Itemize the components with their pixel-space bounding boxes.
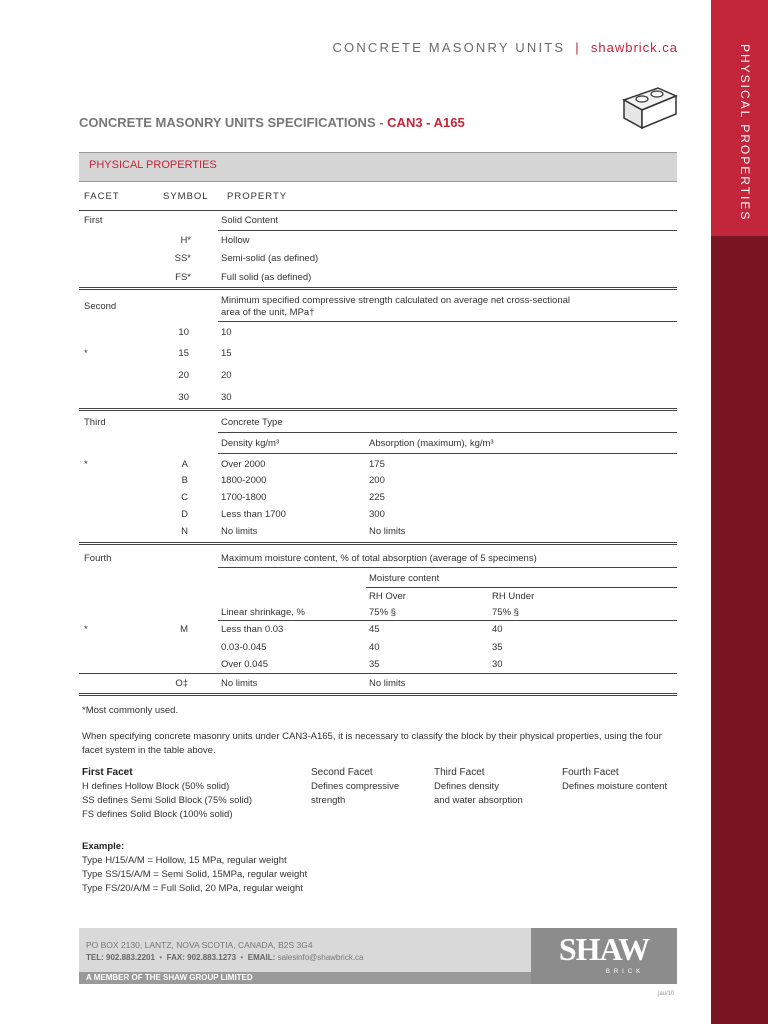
common-marker: * bbox=[84, 348, 88, 359]
table-cell: Hollow bbox=[221, 235, 250, 246]
table-cell: 45 bbox=[369, 624, 380, 635]
third-facet-description: Third Facet Defines density and water absorption bbox=[434, 767, 523, 806]
footnote-common: *Most commonly used. bbox=[82, 705, 179, 716]
table-cell-symbol: O‡ bbox=[175, 678, 188, 689]
facet-third: Third bbox=[84, 417, 106, 428]
table-cell: Full solid (as defined) bbox=[221, 272, 312, 283]
header-site-link[interactable]: shawbrick.ca bbox=[590, 40, 678, 55]
divider bbox=[218, 230, 677, 231]
table-cell-symbol: C bbox=[181, 492, 188, 503]
shaw-logo-subtitle: BRICK bbox=[605, 969, 645, 975]
title-code: CAN3 - A165 bbox=[387, 115, 465, 130]
second-facet-description: Second Facet Defines compressive strength bbox=[311, 767, 400, 806]
shaw-logo: SHAW bbox=[558, 931, 650, 967]
table-cell: 225 bbox=[369, 492, 385, 503]
column-header-absorption: Absorption (maximum), kg/m³ bbox=[369, 438, 494, 449]
table-cell: Over 2000 bbox=[221, 459, 266, 470]
divider bbox=[79, 287, 677, 290]
table-cell: Less than 0.03 bbox=[221, 624, 284, 635]
table-cell-symbol: D bbox=[181, 509, 188, 520]
sidebar-dark bbox=[711, 236, 768, 1024]
table-cell-symbol: A bbox=[181, 459, 188, 470]
table-cell: 40 bbox=[492, 624, 503, 635]
divider bbox=[79, 210, 677, 211]
divider bbox=[218, 432, 677, 433]
example-block: Example: Type H/15/A/M = Hollow, 15 MPa, regular weight Type SS/15/A/M = Semi Solid, 15MPa, regular weight Type FS/20/A/M = Full Solid, 20 MPa, regular weight bbox=[82, 841, 308, 894]
divider bbox=[218, 620, 677, 621]
table-cell: 35 bbox=[492, 642, 503, 653]
second-heading-2: area of the unit, MPa† bbox=[221, 307, 315, 318]
table-cell: No limits bbox=[221, 526, 258, 537]
table-cell: 1700-1800 bbox=[221, 492, 267, 503]
divider bbox=[79, 542, 677, 545]
header-separator: | bbox=[575, 40, 581, 55]
common-marker: * bbox=[84, 624, 88, 635]
fourth-heading: Maximum moisture content, % of total absorption (average of 5 specimens) bbox=[221, 553, 537, 564]
column-header-facet: FACET bbox=[84, 191, 120, 202]
column-header-rh-under: RH Under bbox=[492, 591, 535, 602]
table-cell-symbol: SS* bbox=[174, 253, 191, 264]
column-header-rh-over: RH Over bbox=[369, 591, 406, 602]
page-header bbox=[332, 40, 678, 55]
concrete-block-icon bbox=[620, 78, 680, 132]
table-cell: 1800-2000 bbox=[221, 475, 267, 486]
table-cell-symbol: 10 bbox=[178, 327, 189, 338]
divider bbox=[79, 693, 677, 696]
third-facet-title: Third Facet bbox=[434, 767, 485, 778]
table-cell-symbol: N bbox=[181, 526, 188, 537]
fourth-facet-description: Fourth Facet Defines moisture content bbox=[562, 767, 668, 792]
table-cell: 0.03-0.045 bbox=[221, 642, 267, 653]
table-cell: 15 bbox=[221, 348, 232, 359]
facet-second: Second bbox=[84, 301, 117, 312]
table-cell: 30 bbox=[221, 392, 232, 403]
table-cell: 30 bbox=[492, 659, 503, 670]
second-facet-title: Second Facet bbox=[311, 767, 373, 778]
divider bbox=[366, 587, 677, 588]
table-cell: Semi-solid (as defined) bbox=[221, 253, 319, 264]
common-marker: * bbox=[84, 459, 88, 470]
column-header-linear-shrinkage: Linear shrinkage, % bbox=[221, 607, 305, 618]
table-cell: Over 0.045 bbox=[221, 659, 268, 670]
table-cell: 40 bbox=[369, 642, 380, 653]
footer-fax: 902.883.1273 bbox=[187, 953, 237, 962]
first-heading: Solid Content bbox=[221, 215, 279, 226]
column-header-rh-under-pct: 75% § bbox=[492, 607, 519, 618]
table-cell: 300 bbox=[369, 509, 385, 520]
divider bbox=[79, 408, 677, 411]
column-header-rh-over-pct: 75% § bbox=[369, 607, 396, 618]
divider bbox=[79, 673, 677, 674]
table-cell: No limits bbox=[221, 678, 258, 689]
first-facet-description: First Facet H defines Hollow Block (50% solid) SS defines Semi Solid Block (75% solid) FS defines Solid Block (100% solid) bbox=[82, 767, 253, 820]
facet-first: First bbox=[84, 215, 103, 226]
revision-code: jau/10 bbox=[658, 991, 675, 997]
second-heading: Minimum specified compressive strength calculated on average net cross-sectional bbox=[221, 295, 571, 306]
table-cell: No limits bbox=[369, 526, 406, 537]
table-cell-symbol: 20 bbox=[178, 370, 189, 381]
first-facet-title: First Facet bbox=[82, 767, 133, 778]
moisture-heading: Moisture content bbox=[369, 573, 440, 584]
header-title: CONCRETE MASONRY UNITS bbox=[332, 40, 566, 55]
footer-address: PO BOX 2130, LANTZ, NOVA SCOTIA, CANADA, B2S 3G4 bbox=[86, 940, 313, 950]
footer-member: A MEMBER OF THE SHAW GROUP LIMITED bbox=[86, 973, 253, 982]
column-header-density: Density kg/m³ bbox=[221, 438, 280, 449]
divider bbox=[218, 567, 677, 568]
table-cell-symbol: M bbox=[180, 624, 188, 635]
column-header-property: PROPERTY bbox=[227, 191, 288, 202]
footer-contact: TEL: 902.883.2201 • FAX: 902.883.1273 • EMAIL: salesinfo@shawbrick.ca bbox=[86, 953, 364, 962]
table-cell: 10 bbox=[221, 327, 232, 338]
table-cell-symbol: H* bbox=[180, 235, 191, 246]
table-cell: 20 bbox=[221, 370, 232, 381]
table-cell: 175 bbox=[369, 459, 385, 470]
divider bbox=[218, 321, 677, 322]
sidebar-label: PHYSICAL PROPERTIES bbox=[738, 44, 752, 222]
facet-fourth: Fourth bbox=[84, 553, 112, 564]
table-cell: Less than 1700 bbox=[221, 509, 286, 520]
description-paragraph: When specifying concrete masonry units under CAN3-A165, it is necessary to classify the block by their physical properties, using the four facet system in the table above. bbox=[82, 731, 662, 756]
page-title: CONCRETE MASONRY UNITS SPECIFICATIONS - CAN3 - A165 bbox=[79, 115, 465, 130]
table-cell-symbol: FS* bbox=[175, 272, 191, 283]
footer-tel: 902.883.2201 bbox=[106, 953, 155, 962]
column-header-symbol: SYMBOL bbox=[163, 191, 209, 202]
divider bbox=[218, 453, 677, 454]
table-cell: No limits bbox=[369, 678, 406, 689]
fourth-facet-title: Fourth Facet bbox=[562, 767, 619, 778]
table-cell: 200 bbox=[369, 475, 385, 486]
footer-email-link[interactable]: salesinfo@shawbrick.ca bbox=[277, 953, 364, 962]
table-cell-symbol: 15 bbox=[178, 348, 189, 359]
table-cell-symbol: B bbox=[181, 475, 188, 486]
table-cell-symbol: 30 bbox=[178, 392, 189, 403]
table-cell: 35 bbox=[369, 659, 380, 670]
example-title: Example: bbox=[82, 841, 125, 852]
section-label: PHYSICAL PROPERTIES bbox=[89, 159, 217, 171]
third-heading: Concrete Type bbox=[221, 417, 283, 428]
